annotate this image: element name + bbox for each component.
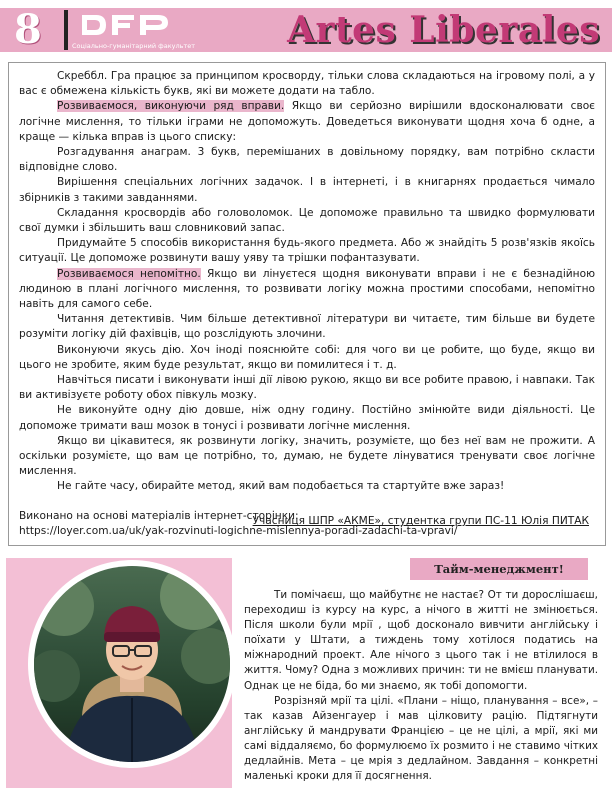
section-banner: Тайм-менеджмент! bbox=[410, 558, 588, 580]
paragraph-text: Не виконуйте одну дію довше, ніж одну годину. Постійно змінюйте види діяльності. Це допоможе тримати ваш мозок в тонусі і розвивати логічне мислення. bbox=[19, 404, 595, 432]
paragraph-text: Читання детективів. Чим більше детективної літератури ви читаєте, тим більше ви будете розуміти логіку дій фахівців, що розслідують злочини. bbox=[19, 313, 595, 341]
paragraph-text: Навчіться писати і виконувати інші дії лівою рукою, якщо ви все робите правою, і навпаки. Так ви активізуєте роботу обох півкуль мозку. bbox=[19, 374, 595, 402]
article-paragraph: Ти помічаєш, що майбутнє не настає? От ти дорослішаєш, переходиш із курсу на курс, а нічого в житті не змінюється. Після школи були мрії , щоб досконало вивчити англійську і поїхати у Штати, а тиждень тому хотілося податись на міжнародний проект. Але нічого з цього так і не втілилося в життя. Чому? Одна з можливих причин: ти не вмієш планувати. Однак це не біда, бо ми знаємо, як тобі допомогти. bbox=[244, 589, 598, 692]
article-paragraph bbox=[19, 403, 595, 433]
article-paragraph: Розрізняй мрії та цілі. «Плани – ніщо, планування – все», – так казав Айзенгауер і мав цілковиту рацію. Підтягнути англійську й мандрувати Францією – це не цілі, а мрії, які ми самі віддаляємо, бо формулюємо їх розмито і не ставимо чітких дедлайнів. Мета – це мрія з дедлайном. Завдання – конкретні маленькі кроки для її досягнення. bbox=[244, 694, 598, 783]
header-divider bbox=[64, 10, 68, 50]
article-paragraph bbox=[19, 206, 595, 236]
article-paragraph bbox=[19, 267, 595, 313]
article-paragraph bbox=[19, 175, 595, 205]
article-paragraph bbox=[19, 312, 595, 342]
section-heading: Розвиваємося, виконуючи ряд вправи. bbox=[57, 100, 285, 113]
paragraph-text: Виконуючи якусь дію. Хоч іноді пояснюйте собі: для чого ви це робите, що буде, якщо ви цього не зробите, яким буде результат, якщо ви помилитеся і т. д. bbox=[19, 343, 595, 371]
article-paragraph bbox=[19, 373, 595, 403]
person-photo-icon bbox=[34, 566, 230, 762]
faculty-logo-icon bbox=[78, 12, 188, 38]
author-signature: Учасниця ШПР «АКМЕ», студентка групи ПС-11 Юлія ПИТАК bbox=[252, 515, 589, 527]
paragraph-text: Якщо ви лінуєтеся щодня виконувати вправи і не є безнадійною людиною в плані логічного мислення, то розвивати логіку можна простими способами, непомітно навіть для самого себе. bbox=[19, 267, 595, 311]
article-body bbox=[19, 69, 595, 539]
article-box bbox=[8, 62, 606, 546]
article-paragraph bbox=[19, 343, 595, 373]
paragraph-text: Якщо ви серйозно вирішили вдосконалювати своє логічне мислення, то тільки іграми не допоможуть. Доведеться виконувати щодня хоча б одне, а краще — кілька вправ із цього списку: bbox=[19, 100, 595, 143]
time-management-body bbox=[244, 588, 598, 784]
page-number: 8 bbox=[14, 6, 42, 53]
article-paragraph bbox=[19, 479, 595, 494]
page-header bbox=[0, 0, 612, 60]
paragraph-text: Складання кросвордів або головоломок. Це допоможе правильно та швидко формулювати свої думки і збільшить ваш словниковий запас. bbox=[19, 206, 595, 235]
paragraph-text: Придумайте 5 способів використання будь-якого предмета. Або ж знайдіть 5 розв'язків якоїсь ситуації. Це допоможе розвинути вашу уяву та трішки пофантазувати. bbox=[19, 237, 595, 265]
author-photo bbox=[34, 566, 230, 762]
article-paragraph bbox=[19, 69, 595, 99]
paragraph-text: Скреббл. Гра працює за принципом кросворду, тільки слова складаються на ігровому полі, а у вас є обмежена кількість букв, які ви можете додати на табло. bbox=[19, 70, 595, 98]
paragraph-text: Не гайте часу, обирайте метод, який вам подобається та стартуйте вже зараз! bbox=[57, 480, 505, 493]
spacer bbox=[19, 495, 595, 509]
article-paragraph bbox=[19, 236, 595, 266]
magazine-title: Artes Liberales bbox=[287, 9, 600, 51]
article-paragraph bbox=[19, 145, 595, 175]
source-label: Виконано на основі матеріалів інтернет-сторінки: bbox=[19, 509, 299, 522]
paragraph-text: Якщо ви цікавитеся, як розвинути логіку, значить, розумієте, що без неї вам не прожити. А оскільки розумієте, що вам це потрібно, то, думаю, не будете лінуватися тренувати своє логічне мислення. bbox=[19, 434, 595, 478]
source-link[interactable]: https://loyer.com.ua/uk/yak-rozvinuti-logichne-mislennya-poradi-zadachi-ta-vpravi/ bbox=[19, 524, 458, 537]
article-paragraph bbox=[19, 434, 595, 480]
faculty-name: Соціально-гуманітарний факультет bbox=[72, 42, 196, 50]
article-paragraph bbox=[19, 99, 595, 145]
paragraph-text: Розгадування анаграм. 3 букв, перемішаних в довільному порядку, вам потрібно скласти відповідне слово. bbox=[19, 146, 595, 174]
paragraph-text: Вирішення спеціальних логічних задачок. І в інтернеті, і в книгарнях продається чимало збірників з такими завданнями. bbox=[19, 176, 595, 204]
section-heading: Розвиваємося непомітно. bbox=[57, 267, 201, 280]
